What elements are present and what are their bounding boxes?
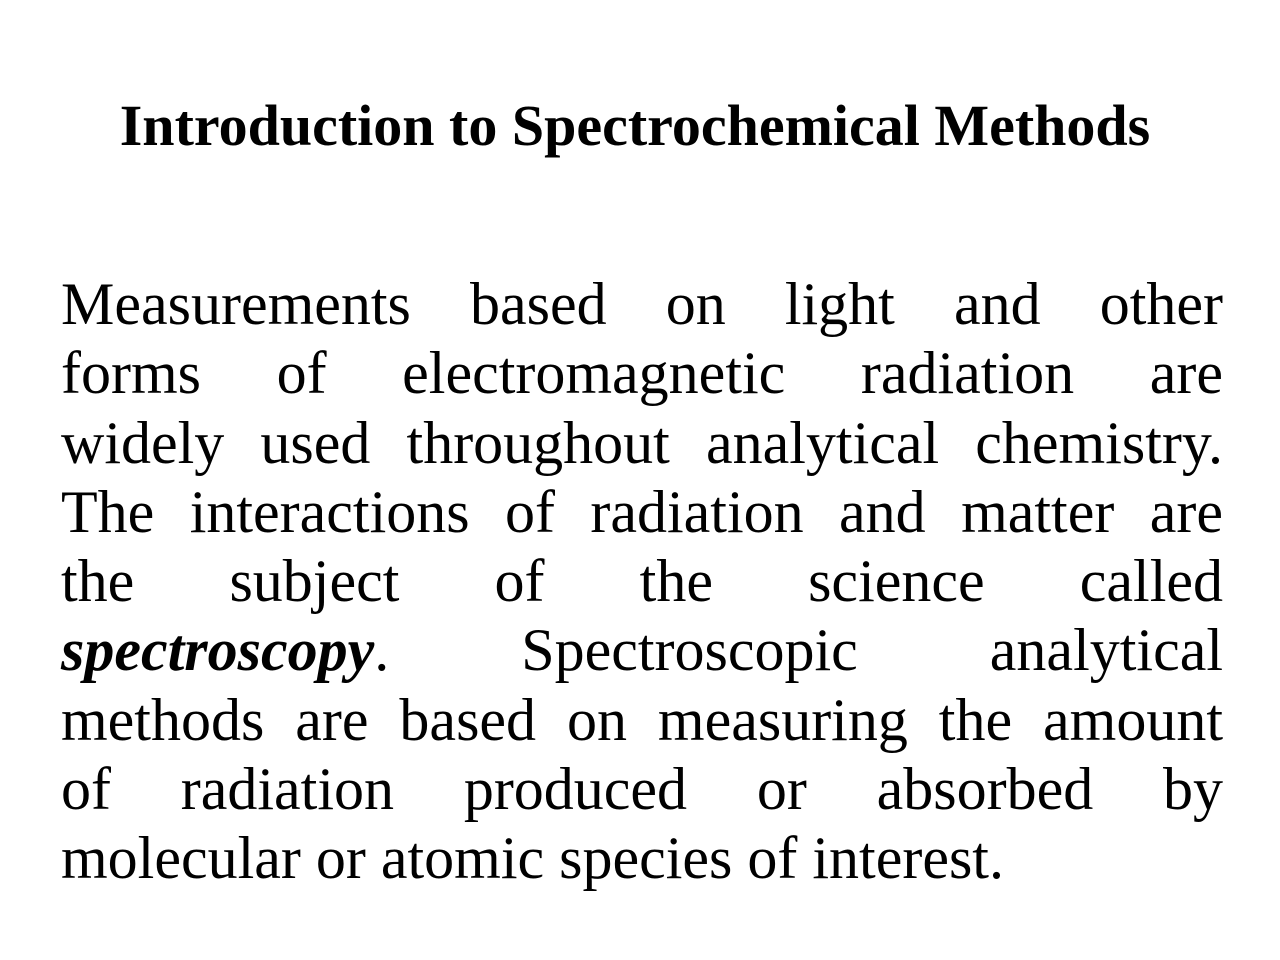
paragraph-line: forms of electromagnetic radiation are <box>61 340 1223 407</box>
paragraph-line: methods are based on measuring the amount <box>61 686 1223 753</box>
paragraph-line: The interactions of radiation and matter are <box>61 478 1223 545</box>
paragraph-line-rest: Spectroscopic analytical <box>521 617 1224 684</box>
term-group <box>61 617 389 683</box>
paragraph-line: widely used throughout analytical chemistry. <box>61 409 1223 476</box>
term-punctuation: . <box>374 617 390 684</box>
key-term: spectroscopy <box>61 617 375 684</box>
paragraph-line-last: molecular or atomic species of interest. <box>61 825 1004 892</box>
body-paragraph <box>61 270 1223 894</box>
paragraph-line-with-term <box>61 616 1223 685</box>
paragraph-line: the subject of the science called <box>61 548 1223 615</box>
slide-title: Introduction to Spectrochemical Methods <box>119 93 1151 158</box>
paragraph-line: Measurements based on light and other <box>61 271 1223 337</box>
paragraph-line: of radiation produced or absorbed by <box>61 756 1223 823</box>
